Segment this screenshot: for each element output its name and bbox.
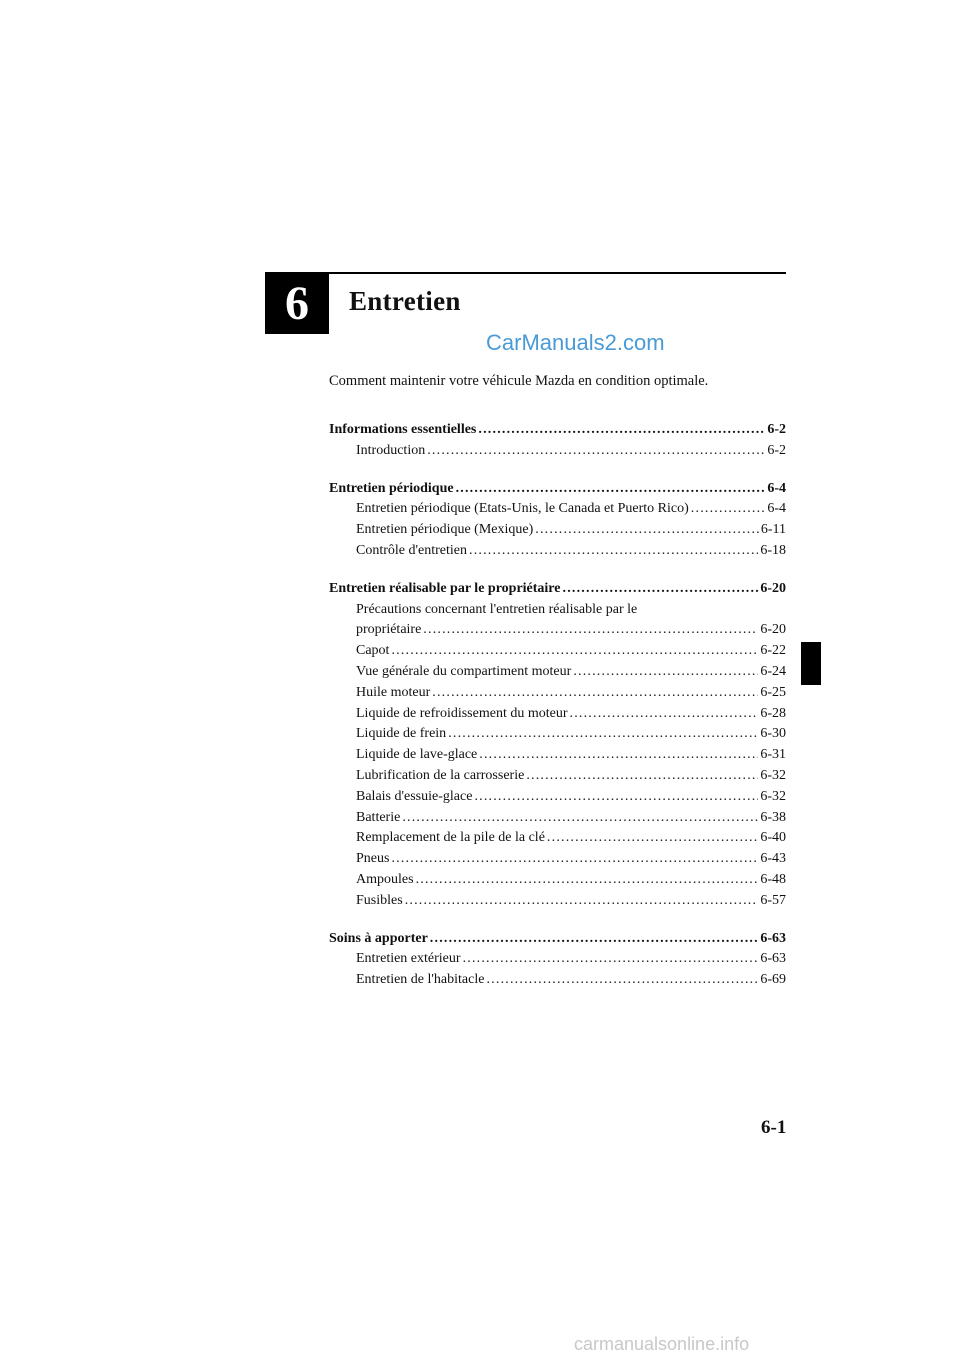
toc-entry-title: Batterie (356, 809, 401, 825)
toc-entry-page: 6-40 (760, 830, 786, 846)
leader-dots (405, 891, 759, 912)
chapter-number-box (265, 272, 329, 334)
leader-dots (456, 479, 766, 500)
toc-entry-page: 6-69 (760, 972, 786, 988)
toc-entry-page: 6-32 (760, 767, 786, 783)
title-rule (329, 272, 786, 274)
toc-entry-title: Ampoules (356, 871, 414, 887)
toc-section-heading-title: Soins à apporter (329, 930, 428, 946)
watermark-top: CarManuals2.com (486, 330, 665, 355)
toc-entry-title: Introduction (356, 442, 426, 458)
toc-entry[interactable] (329, 724, 786, 745)
toc-entry-title: Liquide de lave-glace (356, 747, 478, 763)
toc-entry-cont-title: propriétaire (356, 622, 422, 638)
toc-entry-title: Liquide de refroidissement du moteur (356, 705, 568, 721)
leader-dots (391, 849, 758, 870)
toc-entry-page: 6-32 (760, 788, 786, 804)
toc-entry[interactable] (329, 828, 786, 849)
page-number: 6-1 (761, 1117, 787, 1138)
toc-entry-page: 6-63 (760, 951, 786, 967)
chapter-title: Entretien (349, 286, 461, 316)
leader-dots (432, 683, 758, 704)
leader-dots (479, 745, 758, 766)
toc-entry-cont-page: 6-20 (760, 622, 786, 638)
toc-entry[interactable] (329, 683, 786, 704)
toc-entry-page: 6-25 (760, 684, 786, 700)
toc-entry-title: Vue générale du compartiment moteur (356, 663, 572, 679)
toc-entry[interactable] (329, 891, 786, 912)
toc-section-heading[interactable] (329, 479, 786, 500)
leader-dots (416, 870, 759, 891)
toc-entry-page: 6-38 (760, 809, 786, 825)
toc-entry-page: 6-11 (760, 522, 786, 538)
toc-entry-page: 6-43 (760, 851, 786, 867)
toc-entry-page: 6-30 (760, 726, 786, 742)
toc-entry[interactable] (329, 541, 786, 562)
leader-dots (474, 787, 758, 808)
table-of-contents (329, 420, 786, 1008)
toc-entry-cont[interactable] (329, 620, 786, 641)
toc-entry[interactable] (329, 970, 786, 991)
toc-section (329, 420, 786, 462)
leader-dots (563, 579, 759, 600)
leader-dots (448, 724, 758, 745)
leader-dots (691, 499, 766, 520)
toc-section-heading-page: 6-63 (760, 930, 786, 946)
toc-section-heading[interactable] (329, 929, 786, 950)
toc-entry[interactable] (329, 441, 786, 462)
toc-entry[interactable] (329, 849, 786, 870)
leader-dots (535, 520, 759, 541)
toc-entry-title: Remplacement de la pile de la clé (356, 830, 545, 846)
toc-entry-page: 6-22 (760, 643, 786, 659)
leader-dots (469, 541, 758, 562)
toc-section-heading-page: 6-4 (767, 480, 786, 496)
toc-entry-page: 6-24 (760, 663, 786, 679)
chapter-number: 6 (285, 276, 309, 330)
toc-section-heading-title: Entretien périodique (329, 480, 454, 496)
leader-dots (423, 620, 758, 641)
toc-entry-title: Contrôle d'entretien (356, 542, 467, 558)
toc-entry[interactable] (329, 870, 786, 891)
leader-dots (526, 766, 758, 787)
toc-section-heading[interactable] (329, 420, 786, 441)
toc-entry-title: Huile moteur (356, 684, 431, 700)
toc-section-heading-page: 6-20 (760, 580, 786, 596)
toc-section-heading-page: 6-2 (767, 422, 786, 437)
toc-entry[interactable] (329, 787, 786, 808)
toc-entry-title: Pneus (356, 851, 390, 867)
toc-entry-page: 6-57 (760, 892, 786, 908)
toc-entry-page: 6-31 (760, 747, 786, 763)
toc-section (329, 479, 786, 562)
leader-dots (570, 704, 759, 725)
toc-entry[interactable] (329, 745, 786, 766)
leader-dots (402, 808, 758, 829)
toc-entry[interactable] (329, 808, 786, 829)
leader-dots (478, 420, 765, 441)
toc-entry-title: Fusibles (356, 892, 403, 908)
toc-section-heading-title: Entretien réalisable par le propriétaire (329, 580, 561, 596)
chapter-intro: Comment maintenir votre véhicule Mazda en condition optimale. (329, 373, 709, 389)
toc-entry-title: Balais d'essuie-glace (356, 788, 473, 804)
toc-entry-page: 6-18 (760, 542, 786, 558)
toc-entry[interactable] (329, 704, 786, 725)
toc-entry-page: 6-48 (760, 871, 786, 887)
toc-section (329, 579, 786, 912)
leader-dots (430, 929, 759, 950)
toc-entry[interactable] (329, 949, 786, 970)
toc-section-heading-title: Informations essentielles (329, 422, 477, 437)
leader-dots (486, 970, 758, 991)
toc-entry[interactable] (329, 766, 786, 787)
toc-entry-page: 6-4 (767, 501, 786, 517)
leader-dots (573, 662, 758, 683)
toc-entry-title: Précautions concernant l'entretien réalisable par le (356, 601, 638, 617)
toc-entry-title: Liquide de frein (356, 726, 447, 742)
leader-dots (547, 828, 758, 849)
toc-section-heading[interactable] (329, 579, 786, 600)
toc-entry-page: 6-28 (760, 705, 786, 721)
toc-entry[interactable] (329, 600, 786, 621)
toc-entry[interactable] (329, 641, 786, 662)
toc-entry-title: Capot (356, 643, 390, 659)
toc-entry[interactable] (329, 662, 786, 683)
toc-entry-title: Entretien de l'habitacle (356, 972, 485, 988)
leader-dots (391, 641, 758, 662)
toc-entry-title: Lubrification de la carrosserie (356, 767, 525, 783)
leader-dots (463, 949, 759, 970)
toc-entry-title: Entretien extérieur (356, 951, 461, 967)
chapter-side-tab (801, 642, 821, 685)
toc-entry-page: 6-2 (767, 442, 786, 458)
toc-entry[interactable] (329, 499, 786, 520)
watermark-bottom: carmanualsonline.info (574, 1334, 750, 1354)
toc-section (329, 929, 786, 991)
toc-entry-title: Entretien périodique (Mexique) (356, 522, 534, 538)
leader-dots (427, 441, 765, 462)
toc-entry[interactable] (329, 520, 786, 541)
toc-entry-title: Entretien périodique (Etats-Unis, le Canada et Puerto Rico) (356, 501, 689, 517)
